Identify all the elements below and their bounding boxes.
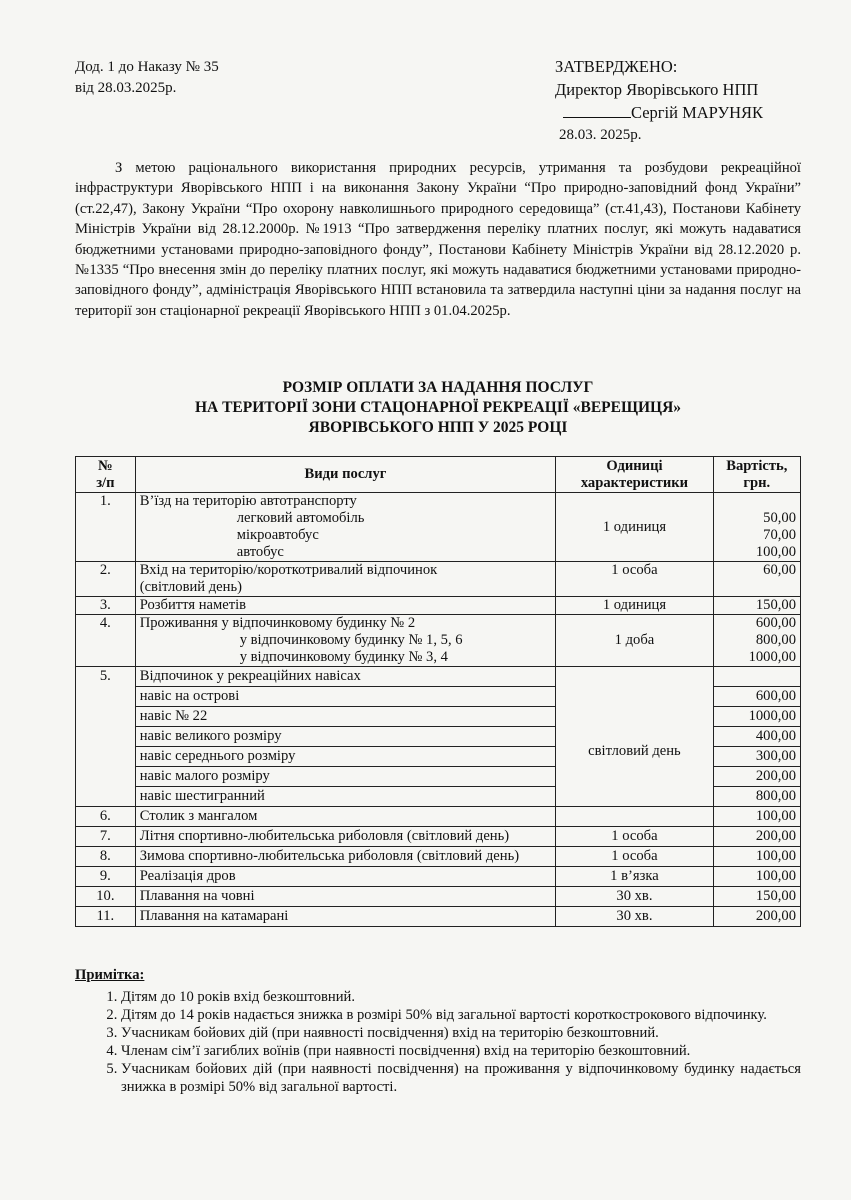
canopy-price: 200,00 [713,767,800,787]
table-row [76,615,801,667]
row-price [713,615,800,667]
table-row [76,887,801,907]
approval-label: ЗАТВЕРДЖЕНО: [555,57,678,76]
table-row [76,827,801,847]
approver-signature-line [555,101,763,124]
canopy-price: 300,00 [713,747,800,767]
notes-section [75,966,801,1096]
row-price: 100,00 [713,867,800,887]
service-subitem: мікроавтобус [236,527,319,543]
row-service: Розбиття наметів [135,597,556,615]
canopy-price: 800,00 [713,787,800,807]
title-line-3: ЯВОРІВСЬКОГО НПП У 2025 РОЦІ [308,419,568,436]
service-subitem: автобус [236,544,284,560]
header-unit-line-1: Одиниці [606,457,663,474]
approval-block [555,55,763,147]
row-price: 150,00 [713,887,800,907]
order-reference [75,57,219,99]
header-unit-line-2: характеристики [580,474,689,491]
row-price: 200,00 [713,827,800,847]
note-item: 3. Учасникам бойових дій (при наявності посвідчення) вхід на територію безкоштовний. [121,1024,801,1042]
canopy-price: 600,00 [713,687,800,707]
row-service [135,615,556,667]
notes-title: Примітка: [75,967,145,983]
note-item: 4. Членам сім’ї загиблих воїнів (при наявності посвідчення) вхід на територію безкоштовний. [121,1042,801,1060]
row-unit: 1 особа [556,562,713,597]
row-price: 100,00 [713,807,800,827]
header-number-line-1: № [98,457,113,474]
row-service [135,493,556,562]
table-row [76,907,801,927]
table-row [76,847,801,867]
canopy-name: навіс середнього розміру [135,747,556,767]
header-price-line-2: грн. [743,474,771,491]
row-unit [556,807,713,827]
row-number: 7. [76,827,136,847]
price-value: 70,00 [763,527,796,543]
header-unit [556,457,713,493]
row-unit: 1 особа [556,847,713,867]
row-service [135,562,556,597]
row-unit: 1 в’язка [556,867,713,887]
price-value: 50,00 [763,510,796,526]
row-unit: 1 особа [556,827,713,847]
row-number: 8. [76,847,136,867]
title-line-2: НА ТЕРИТОРІЇ ЗОНИ СТАЦОНАРНОЇ РЕКРЕАЦІЇ «ВЕРЕЩИЦЯ» [194,399,682,416]
row-number: 3. [76,597,136,615]
canopy-name: навіс шестигранний [135,787,556,807]
canopy-price: 1000,00 [713,707,800,727]
price-table [75,456,801,927]
canopy-name: навіс на острові [135,687,556,707]
canopy-name: навіс малого розміру [135,767,556,787]
header-number [76,457,136,493]
table-row [76,667,801,687]
table-row [76,562,801,597]
canopy-name: навіс № 22 [135,707,556,727]
title-line-1: РОЗМІР ОПЛАТИ ЗА НАДАННЯ ПОСЛУГ [282,379,594,396]
note-item: 1. Дітям до 10 років вхід безкоштовний. [121,988,801,1006]
row-service: Літня спортивно-любительська риболовля (світловий день) [135,827,556,847]
row-unit: 30 хв. [556,887,713,907]
intro-paragraph: З метою раціонального використання природних ресурсів, утримання та розбудови рекреаційної інфраструктури Яворівського НПП і на виконання Закону України “Про природно-заповідний фонд України” (ст.22,47), Закону України “Про охорону навколишнього природного середовища” (ст.41,43), Постанови Кабінету Міністрів України від 28.12.2000р. №1913 “Про затвердження переліку платних послуг, які можуть надаватися бюджетними установами природно-заповідного фонду”, Постанови Кабінету Міністрів України від 28.12.2020 р. №1335 “Про внесення змін до переліку платних послуг, які можуть надаватися бюджетними установами природно-заповідного фонду”, адміністрація Яворівського НПП встановила та затвердила наступні ціни за надання послуг на території зон стаціонарної рекреації Яворівського НПП з 01.04.2025р. [75,160,801,319]
service-subitem: у відпочинковому будинку № 1, 5, 6 [239,632,463,648]
header-service: Види послуг [135,457,556,493]
service-title: В’їзд на територію автотранспорту [139,493,357,509]
row-service: Реалізація дров [135,867,556,887]
approver-position: Директор Яворівського НПП [555,80,759,99]
row-unit: 1 доба [556,615,713,667]
service-subitem: легковий автомобіль [236,510,365,526]
row-service: Зимова спортивно-любительська риболовля (світловий день) [135,847,556,867]
price-value: 100,00 [755,544,796,560]
table-row [76,867,801,887]
canopy-name: навіс великого розміру [135,727,556,747]
notes-list [75,988,801,1096]
price-value: 800,00 [755,632,796,648]
approval-date: 28.03. 2025р. [559,127,642,143]
row-number: 4. [76,615,136,667]
table-row [76,493,801,562]
service-line: Вхід на територію/короткотривалий відпочинок [139,562,438,578]
row-service: Плавання на катамарані [135,907,556,927]
signature-underline [563,103,631,118]
row-number: 6. [76,807,136,827]
service-subitem: Проживання у відпочинковому будинку № 2 [139,615,416,631]
canopy-price: 400,00 [713,727,800,747]
note-item: 2. Дітям до 14 років надається знижка в розмірі 50% від загальної вартості короткострокового відпочинку. [121,1006,801,1024]
row-number: 5. [76,667,136,807]
table-row [76,597,801,615]
row-number: 2. [76,562,136,597]
table-row [76,807,801,827]
row-price [713,493,800,562]
price-value: 1000,00 [748,649,796,665]
row-price: 100,00 [713,847,800,867]
row-number: 9. [76,867,136,887]
row-price: 150,00 [713,597,800,615]
header-price [713,457,800,493]
header-number-line-2: з/п [96,474,115,491]
row-number: 11. [76,907,136,927]
row-unit: 1 одиниця [556,597,713,615]
row-service: Столик з мангалом [135,807,556,827]
header-price-line-1: Вартість, [726,457,788,474]
row-unit: світловий день [556,667,713,807]
row-price [713,667,800,687]
price-value: 600,00 [755,615,796,631]
price-spacer [718,493,796,510]
row-unit: 1 одиниця [556,493,713,562]
service-subitem: у відпочинковому будинку № 3, 4 [239,649,448,665]
row-unit: 30 хв. [556,907,713,927]
row-service: Плавання на човні [135,887,556,907]
order-number: Дод. 1 до Наказу № 35 [75,59,219,75]
row-price: 60,00 [713,562,800,597]
row-number: 1. [76,493,136,562]
approver-name: Сергій МАРУНЯК [631,103,764,122]
order-date: від 28.03.2025р. [75,80,177,96]
table-header-row [76,457,801,493]
row-service: Відпочинок у рекреаційних навісах [135,667,556,687]
note-item: 5. Учасникам бойових дій (при наявності посвідчення) на проживання у відпочинковому будинку надається знижка в розмірі 50% від загальної вартості. [121,1060,801,1096]
row-price: 200,00 [713,907,800,927]
row-number: 10. [76,887,136,907]
service-line: (світловий день) [139,579,242,595]
document-title [75,378,801,438]
